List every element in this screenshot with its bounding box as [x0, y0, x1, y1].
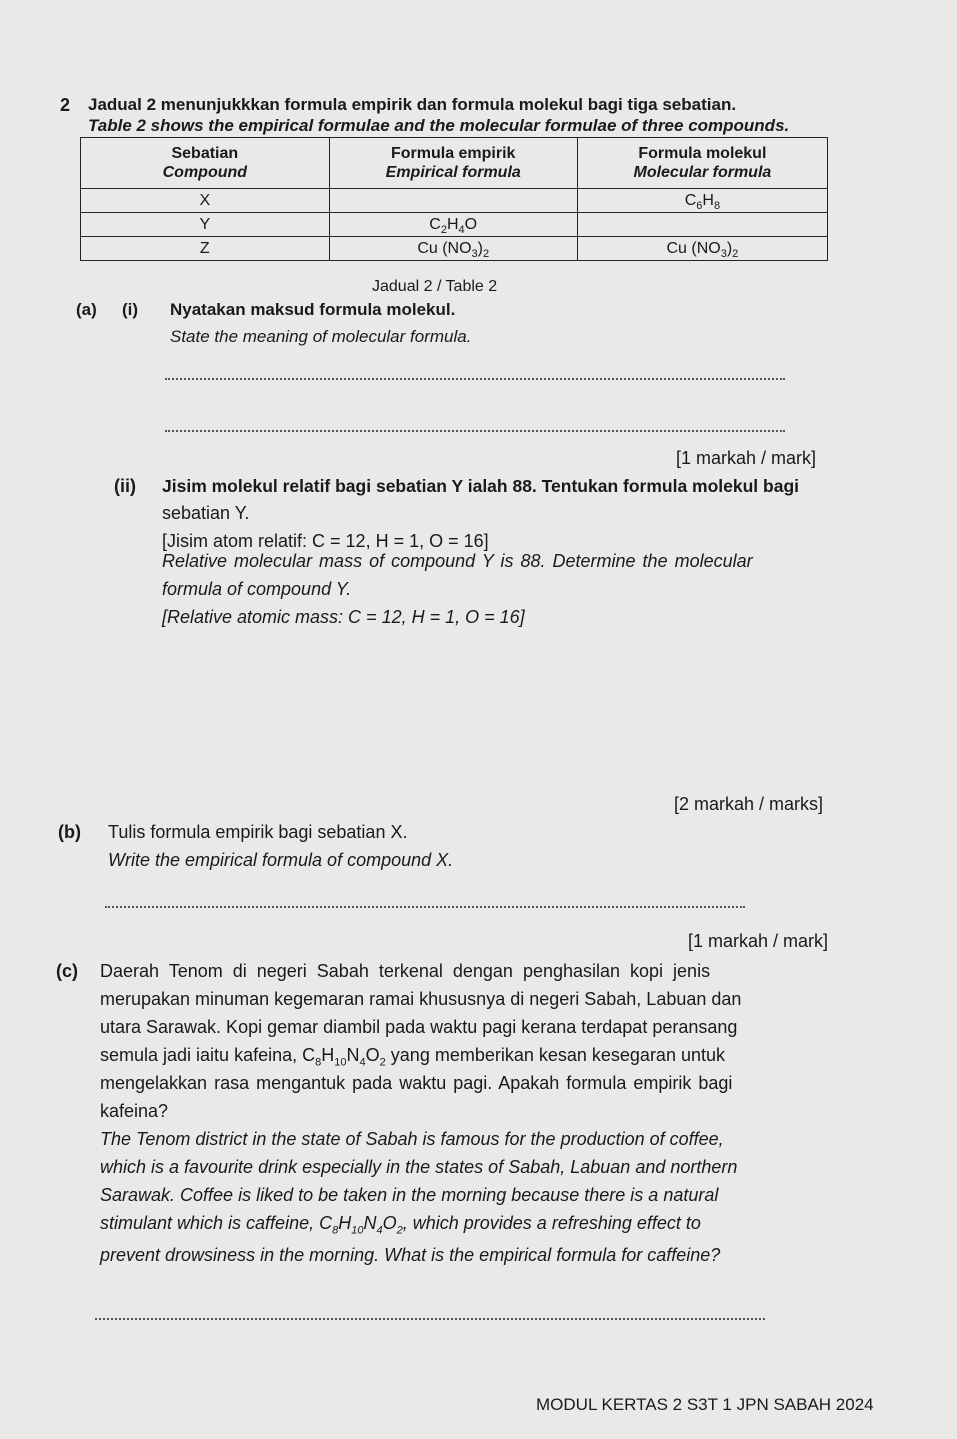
- table-row-y: [81, 213, 828, 237]
- marks-a-ii: [2 markah / marks]: [674, 794, 824, 814]
- header-compound: Sebatian Compound: [81, 138, 330, 189]
- part-b-label: (b): [58, 822, 81, 842]
- part-c-english-1: The Tenom district in the state of Sabah is famous for the production of coffee,: [100, 1129, 724, 1149]
- part-c-english-3: Sarawak. Coffee is liked to be taken in the morning because there is a natural: [100, 1185, 719, 1205]
- part-a-ii-english-ram: [Relative atomic mass: C = 12, H = 1, O = 16]: [162, 607, 525, 627]
- part-c-malay-6: kafeina?: [100, 1101, 169, 1121]
- part-a-ii-label: (ii): [114, 476, 136, 496]
- caffeine-formula: $C_8H_{10}N_4O_2$: [319, 1213, 403, 1237]
- cell-compound: Y: [81, 213, 330, 237]
- part-c-malay-1: Daerah Tenom di negeri Sabah terkenal dengan penghasilan kopi jenis: [100, 961, 711, 981]
- part-c-malay-5: mengelakkan rasa mengantuk pada waktu pagi. Apakah formula empirik bagi: [100, 1073, 733, 1093]
- part-a-i-english: State the meaning of molecular formula.: [170, 327, 472, 346]
- marks-a-i: [1 markah / mark]: [676, 448, 817, 468]
- part-a-ii-malay-ram: [Jisim atom relatif: C = 12, H = 1, O = 16]: [162, 531, 489, 551]
- part-c-malay-3: utara Sarawak. Kopi gemar diambil pada waktu pagi kerana terdapat peransang: [100, 1017, 738, 1037]
- answer-line[interactable]: [95, 1318, 765, 1320]
- header-molecular: Formula molekul Molecular formula: [577, 138, 827, 189]
- part-a-ii-malay-1: Jisim molekul relatif bagi sebatian Y ialah 88. Tentukan formula molekul bagi: [162, 476, 799, 496]
- table-row-x: [81, 189, 828, 213]
- part-a-ii-malay-2: sebatian Y.: [162, 503, 250, 523]
- part-a-i-label: (i): [122, 300, 139, 319]
- cell-molecular: $C_6H_8$: [577, 189, 827, 213]
- part-c-english-2: which is a favourite drink especially in the states of Sabah, Labuan and northern: [100, 1157, 738, 1177]
- part-a-label: (a): [76, 300, 97, 319]
- part-a-i-malay: Nyatakan maksud formula molekul.: [170, 300, 456, 319]
- question-number: 2: [60, 95, 71, 115]
- formula-table: [80, 137, 828, 261]
- cell-empirical: [329, 189, 577, 213]
- table-row-z: [81, 237, 828, 261]
- intro-english: Table 2 shows the empirical formulae and the molecular formulae of three compounds.: [88, 116, 790, 135]
- part-c-malay-2: merupakan minuman kegemaran ramai khususnya di negeri Sabah, Labuan dan: [100, 989, 742, 1009]
- intro-malay: Jadual 2 menunjukkkan formula empirik dan formula molekul bagi tiga sebatian.: [88, 95, 737, 114]
- part-c-english-4: stimulant which is caffeine, $C_8H_{10}N_4O_2$, which provides a refreshing effect to: [100, 1213, 701, 1237]
- part-c-label: (c): [56, 961, 78, 981]
- part-b-malay: Tulis formula empirik bagi sebatian X.: [108, 822, 408, 842]
- cell-compound: X: [81, 189, 330, 213]
- cell-empirical: Cu $(NO_3)_2$: [329, 237, 577, 261]
- part-b-english: Write the empirical formula of compound X.: [108, 850, 454, 870]
- answer-line[interactable]: [105, 906, 745, 908]
- caffeine-formula: $C_8H_{10}N_4O_2$: [302, 1045, 386, 1069]
- answer-line[interactable]: [165, 378, 785, 380]
- part-a-ii-english-1: Relative molecular mass of compound Y is 88. Determine the molecular: [162, 551, 753, 571]
- cell-molecular: Cu $(NO_3)_2$: [577, 237, 827, 261]
- part-a-ii-english-2: formula of compound Y.: [162, 579, 352, 599]
- footer-module: MODUL KERTAS 2 S3T 1 JPN SABAH 2024: [536, 1395, 874, 1414]
- header-empirical: Formula empirik Empirical formula: [329, 138, 577, 189]
- table-header-row: [81, 138, 828, 189]
- part-c-malay-4: semula jadi iaitu kafeina, $C_8H_{10}N_4O_2$ yang memberikan kesan kesegaran untuk: [100, 1045, 725, 1069]
- cell-compound: Z: [81, 237, 330, 261]
- marks-b: [1 markah / mark]: [688, 931, 829, 951]
- answer-line[interactable]: [165, 430, 785, 432]
- table-caption: Jadual 2 / Table 2: [372, 278, 498, 295]
- cell-molecular: [577, 213, 827, 237]
- cell-empirical: $C_2H_4O$: [329, 213, 577, 237]
- part-c-english-5: prevent drowsiness in the morning. What is the empirical formula for caffeine?: [100, 1245, 721, 1265]
